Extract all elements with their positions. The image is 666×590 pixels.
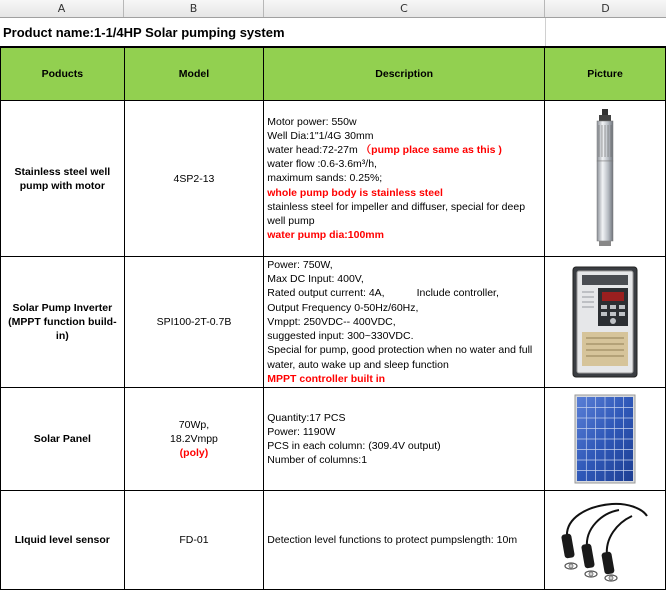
desc-line: Well Dia:1"1/4G 30mm — [267, 129, 374, 142]
column-header-c[interactable]: C — [264, 0, 545, 17]
table-row-pump — [1, 101, 666, 257]
desc-line: maximum sands: 0.25%; — [267, 172, 383, 185]
desc-line: Special for pump, good protection when no water and full water, auto wake up and sleep function — [267, 344, 533, 371]
desc-line: Power: 1190W — [267, 425, 336, 438]
desc-line: water flow :0.6-3.6m³/h, — [267, 158, 377, 171]
model-line: 70Wp, — [178, 419, 210, 431]
table-row-solar-panel — [1, 388, 666, 491]
desc-highlight: MPPT controller built in — [267, 372, 386, 385]
model-cell[interactable]: 4SP2-13 — [124, 101, 264, 257]
product-cell[interactable]: Solar Panel — [1, 388, 125, 491]
model-cell[interactable] — [124, 388, 264, 491]
description-cell[interactable] — [264, 388, 545, 491]
column-header-a[interactable]: A — [0, 0, 124, 17]
gridline — [545, 18, 546, 46]
description-cell[interactable]: Detection level functions to protect pumpslength: 10m — [264, 491, 545, 590]
header-row — [1, 48, 666, 101]
header-picture[interactable]: Picture — [545, 48, 666, 101]
inverter-image — [572, 266, 638, 378]
desc-line: Number of columns:1 — [267, 454, 368, 467]
product-cell[interactable]: Solar Pump Inverter (MPPT function build-in) — [1, 257, 125, 388]
product-title[interactable]: Product name:1-1/4HP Solar pumping system — [3, 25, 285, 40]
model-cell[interactable]: SPI100-2T-0.7B — [124, 257, 264, 388]
desc-line: stainless steel for impeller and diffuser, special for deep well pump — [267, 200, 526, 227]
title-row — [0, 18, 666, 47]
desc-line: Motor power: 550w — [267, 115, 357, 128]
desc-line: Output Frequency 0-50Hz/60Hz, — [267, 301, 419, 314]
desc-text: Include controller, — [416, 287, 499, 300]
header-products[interactable]: Poducts — [1, 48, 125, 101]
model-line: 18.2Vmpp — [170, 433, 218, 445]
product-table — [0, 47, 666, 590]
description-cell[interactable] — [264, 257, 545, 388]
header-description[interactable]: Description — [264, 48, 545, 101]
desc-line: Max DC Input: 400V, — [267, 273, 364, 286]
description-cell[interactable] — [264, 101, 545, 257]
submersible-pump-image — [590, 109, 620, 249]
solar-panel-image — [574, 394, 636, 484]
desc-line: suggested input: 300~330VDC. — [267, 330, 414, 343]
desc-line: Quantity:17 PCS — [267, 411, 346, 424]
desc-line — [267, 286, 541, 300]
table-row-level-sensor — [1, 491, 666, 590]
header-model[interactable]: Model — [124, 48, 264, 101]
table-row-inverter — [1, 257, 666, 388]
desc-text: Rated output current: 4A, — [267, 287, 385, 300]
picture-cell[interactable] — [545, 257, 666, 388]
product-cell[interactable]: LIquid level sensor — [1, 491, 125, 590]
picture-cell[interactable] — [545, 101, 666, 257]
model-cell[interactable]: FD-01 — [124, 491, 264, 590]
picture-cell[interactable] — [545, 388, 666, 491]
column-header-bar — [0, 0, 666, 18]
picture-cell[interactable] — [545, 491, 666, 590]
level-sensor-image — [557, 498, 653, 582]
model-highlight: (poly) — [179, 447, 209, 459]
desc-line: Power: 750W, — [267, 259, 333, 272]
desc-line: PCS in each column: (309.4V output) — [267, 440, 441, 452]
desc-line — [267, 143, 541, 157]
desc-highlight: （pump place same as this ) — [360, 143, 502, 156]
product-cell[interactable]: Stainless steel well pump with motor — [1, 101, 125, 257]
column-header-b[interactable]: B — [124, 0, 264, 17]
desc-highlight: whole pump body is stainless steel — [267, 186, 443, 199]
desc-line: Vmppt: 250VDC-- 400VDC, — [267, 315, 396, 328]
column-header-d[interactable]: D — [601, 2, 610, 15]
desc-text: water head:72-27m — [267, 143, 358, 156]
desc-highlight: water pump dia:100mm — [267, 229, 384, 242]
